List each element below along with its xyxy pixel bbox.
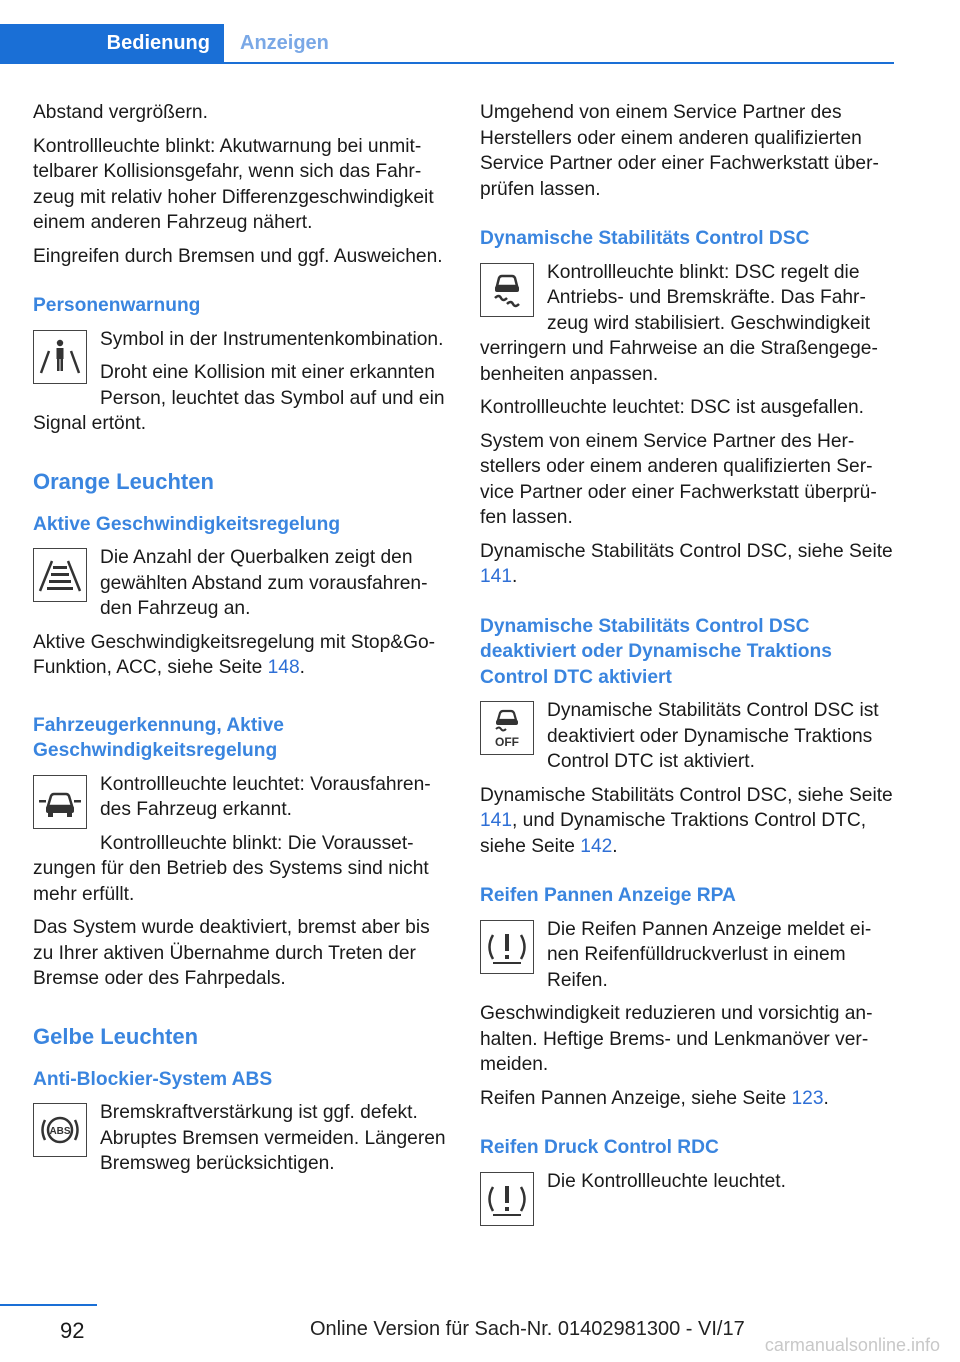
tab-bedienung[interactable]: Bedienung: [0, 24, 224, 62]
heading-dtc: Dynamische Stabilitäts Control DSC deaktiviert oder Dynamische Traktions Control DTC aktiviert: [480, 615, 832, 688]
vehicle-detected-icon: [33, 775, 87, 829]
paragraph: Kontrollleuchte blinkt: DSC regelt die Antriebs- und Bremskräfte. Das Fahrzeug wird stabilisiert. Geschwindigkeit verringern und Fahrweise an die Straßengegebenheiten anpassen.: [480, 261, 878, 385]
section-rpa: [480, 917, 894, 1002]
text: Dynamische Stabilitäts Control DSC, siehe Seite: [480, 784, 893, 806]
distance-bars-icon: [33, 548, 87, 602]
paragraph: Kontrollleuchte blinkt: Die Voraussetzungen für den Betrieb des Systems sind nicht mehr erfüllt.: [33, 832, 429, 905]
off-icon-label: OFF: [495, 735, 519, 749]
page-link-141[interactable]: 141: [480, 566, 513, 587]
section-dsc: [480, 260, 894, 396]
paragraph: System von einem Service Partner des Herstellers oder einem anderen qualifizierten Service Partner oder einer Fachwerkstatt überprüfen lassen.: [480, 430, 877, 528]
watermark: carmanualsonline.info: [764, 1335, 940, 1355]
paragraph: Kontrollleuchte blinkt: Akutwarnung bei unmittelbarer Kollisionsgefahr, wenn sich das Fahrzeug mit relativ hoher Differenzgeschwindigkeit einem anderen Fahrzeug nähert.: [33, 135, 434, 233]
abs-icon-label: ABS: [49, 1126, 71, 1137]
paragraph: Umgehend von einem Service Partner des Herstellers oder einem anderen qualifizierten Service Partner oder einer Fachwerkstatt überprüfen lassen.: [480, 102, 879, 200]
paragraph: Die Anzahl der Querbalken zeigt den gewählten Abstand zum vorausfahrenden Fahrzeug an.: [100, 547, 428, 619]
page-link-148[interactable]: 148: [267, 657, 300, 678]
tire-pressure-warning-icon: [480, 920, 534, 974]
heading-rdc: Reifen Druck Control RDC: [480, 1137, 719, 1158]
paragraph: Droht eine Kollision mit einer erkannten Person, leuchtet das Symbol auf und ein Signal ertönt.: [33, 362, 445, 434]
right-column: [480, 100, 894, 1232]
pedestrian-warning-icon: [33, 330, 87, 384]
heading-rpa: Reifen Pannen Anzeige RPA: [480, 885, 736, 906]
text: .: [512, 566, 518, 587]
paragraph: Abstand vergrößern.: [33, 102, 208, 123]
paragraph: [33, 630, 447, 681]
text: , und Dynamische Traktions Control DTC, siehe Seite: [480, 810, 867, 857]
heading-acc: Aktive Geschwindigkeitsregelung: [33, 513, 341, 535]
section-acc: [33, 545, 447, 689]
text: .: [823, 1087, 829, 1109]
paragraph: Die Kontrollleuchte leuchtet.: [547, 1170, 786, 1192]
text: Aktive Geschwindigkeitsregelung mit Stop&Go-Funktion, ACC, siehe Seite: [33, 631, 436, 678]
heading-personenwarnung: Personenwarnung: [33, 295, 201, 316]
paragraph: [480, 783, 894, 860]
text: .: [299, 657, 305, 678]
page-link-141[interactable]: 141: [480, 810, 513, 831]
footer-version: Online Version für Sach-Nr. 01402981300 - VI/17: [310, 1318, 745, 1340]
abs-icon: [33, 1103, 87, 1157]
paragraph: [480, 1086, 894, 1112]
section-personenwarnung: [33, 327, 447, 445]
paragraph: Das System wurde deaktiviert, bremst aber bis zu Ihrer aktiven Übernahme durch Treten der Bremse oder des Fahrpedals.: [33, 917, 430, 989]
page-link-123[interactable]: 123: [791, 1087, 824, 1109]
heading-orange-leuchten: Orange Leuchten: [33, 468, 214, 494]
page-number-rule: [0, 1304, 97, 1306]
paragraph: Bremskraftverstärkung ist ggf. defekt. Abruptes Bremsen vermeiden. Längeren Bremsweg berücksichtigen.: [100, 1102, 446, 1174]
dsc-off-icon: [480, 701, 534, 755]
section-dtc: [480, 698, 894, 783]
heading-abs: Anti-Blockier-System ABS: [33, 1068, 273, 1090]
paragraph: Dynamische Stabilitäts Control DSC ist deaktiviert oder Dynamische Traktions Control DTC ist aktiviert.: [547, 700, 879, 772]
paragraph: Kontrollleuchte leuchtet: Vorausfahrendes Fahrzeug erkannt.: [100, 773, 431, 820]
paragraph: [480, 539, 894, 590]
text: .: [612, 835, 618, 857]
paragraph: Symbol in der Instrumentenkombination.: [100, 328, 444, 350]
paragraph: Geschwindigkeit reduzieren und vorsichtig anhalten. Heftige Brems- und Lenkmanöver vermeiden.: [480, 1003, 873, 1075]
section-abs: [33, 1100, 447, 1185]
text: Reifen Pannen Anzeige, siehe Seite: [480, 1087, 792, 1109]
tab-anzeigen[interactable]: Anzeigen: [240, 32, 329, 54]
paragraph: Eingreifen durch Bremsen und ggf. Ausweichen.: [33, 245, 443, 267]
tire-pressure-control-icon: [480, 1172, 534, 1226]
left-column: [33, 100, 447, 1185]
heading-dsc: Dynamische Stabilitäts Control DSC: [480, 228, 810, 249]
section-rdc: [480, 1169, 894, 1232]
section-fahrzeugerkennung: [33, 772, 447, 1000]
heading-gelbe-leuchten: Gelbe Leuchten: [33, 1023, 199, 1049]
page-number: 92: [60, 1318, 85, 1343]
paragraph: Die Reifen Pannen Anzeige meldet einen Reifenfülldruckverlust in einem Reifen.: [547, 918, 872, 991]
heading-fahrzeugerkennung: Fahrzeugerkennung, Aktive Geschwindigkeitsregelung: [33, 714, 284, 761]
header-tabs: [0, 24, 894, 64]
page-link-142[interactable]: 142: [580, 835, 613, 857]
paragraph: Kontrollleuchte leuchtet: DSC ist ausgefallen.: [480, 397, 864, 418]
text: Dynamische Stabilitäts Control DSC, siehe Seite: [480, 540, 893, 562]
dsc-skid-icon: [480, 263, 534, 317]
